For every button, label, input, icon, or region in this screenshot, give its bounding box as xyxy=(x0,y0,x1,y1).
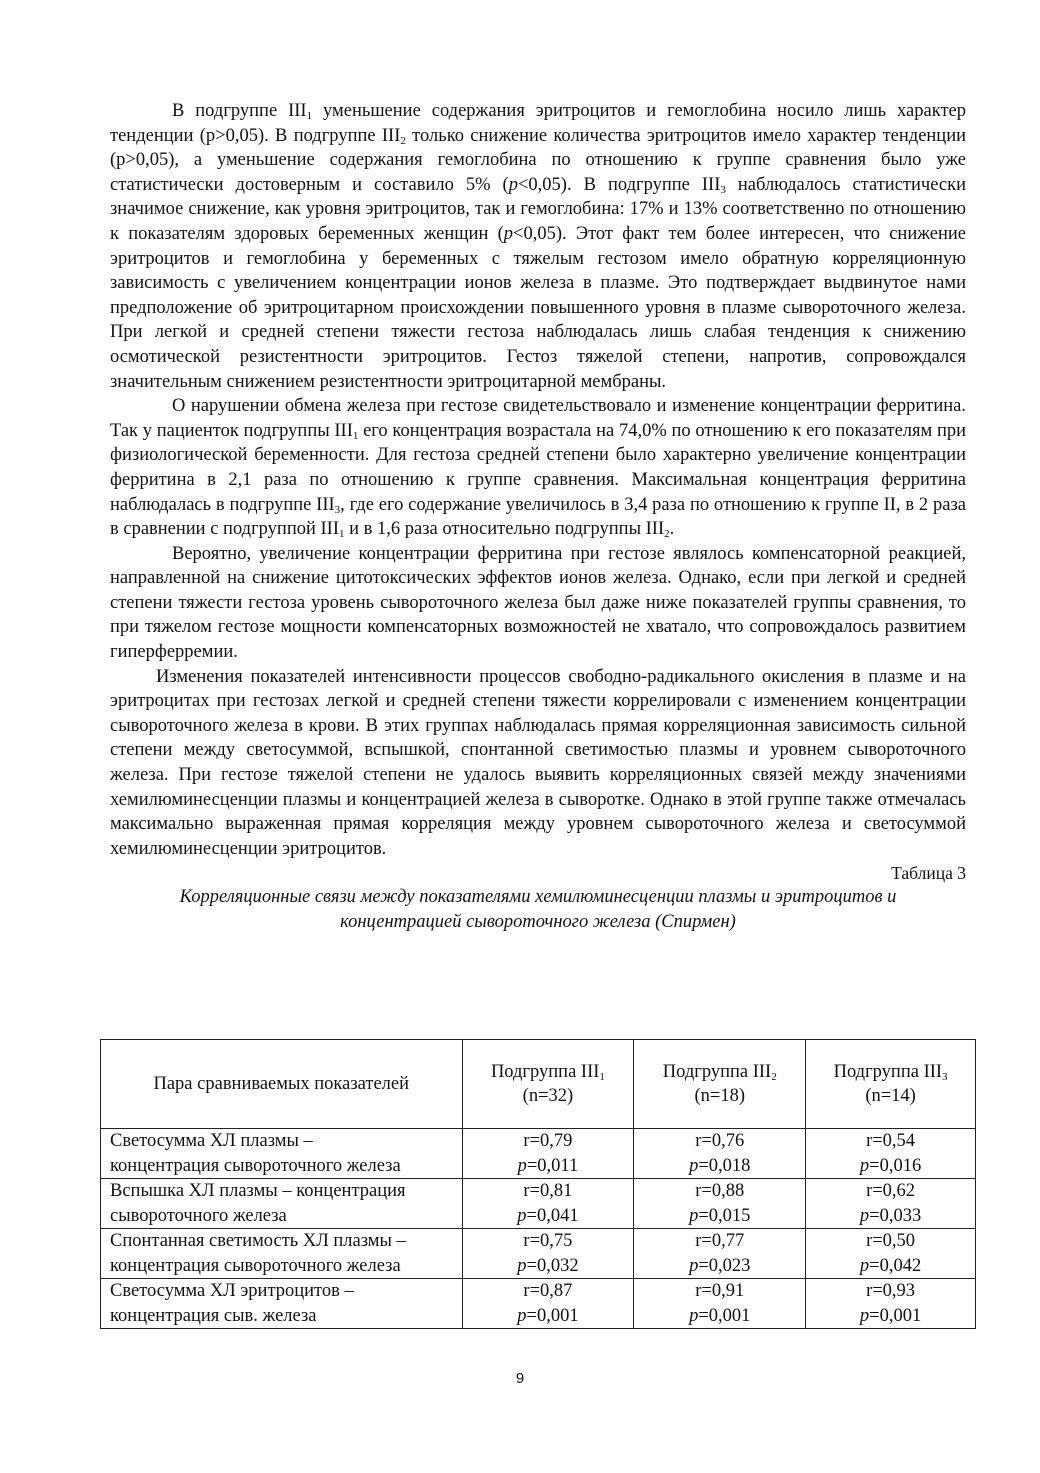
value-cell: r=0,76 p=0,018 xyxy=(634,1129,806,1179)
header-subgroup-2: Подгруппа $III_2$ (n=18) xyxy=(634,1040,806,1129)
table-number: Таблица 3 xyxy=(891,863,966,884)
document-body xyxy=(110,99,966,935)
value-cell: r=0,77 p=0,023 xyxy=(634,1229,806,1279)
paragraph-1: В подгруппе $III_1$ уменьшение содержания эритроцитов и гемоглобина носило лишь характер тенденции (р>0,05). В подгруппе $III_2$ только снижение количества эритроцитов имело характер тенденции (р>0,05), а уменьшение содержания гемоглобина по отношению к группе сравнения было уже статистически достоверным и составило 5% (р<0,05). В подгруппе $III_3$ наблюдалось статистически значимое снижение, как уровня эритроцитов, так и гемоглобина: 17% и 13% соответственно по отношению к показателям здоровых беременных женщин (р<0,05). Этот факт тем более интересен, что снижение эритроцитов и гемоглобина у беременных с тяжелым гестозом имело обратную корреляционную зависимость с увеличением концентрации ионов железа в плазме. Это подтверждает выдвинутое нами предположение об эритроцитарном происхождении повышенного уровня в плазме сывороточного железа. При легкой и средней степени тяжести гестоза наблюдалась лишь слабая тенденция к снижению осмотической резистентности эритроцитов. Гестоз тяжелой степени, напротив, сопровождался значительным снижением резистентности эритроцитарной мембраны. xyxy=(110,101,967,392)
pair-cell: Светосумма ХЛ плазмы – концентрация сывороточного железа xyxy=(101,1129,463,1179)
paragraph-3: Вероятно, увеличение концентрации ферритина при гестозе являлось компенсаторной реакцией, направленной на снижение цитотоксических эффектов ионов железа. Однако, если при легкой и средней степени тяжести гестоза уровень сывороточного железа был даже ниже показателей группы сравнения, то при тяжелом гестозе мощности компенсаторных возможностей не хватало, что сопровождалось развитием гиперферремии. xyxy=(110,543,966,663)
table-row xyxy=(101,1279,976,1329)
pair-cell: Светосумма ХЛ эритроцитов – концентрация сыв. железа xyxy=(101,1279,463,1329)
header-subgroup-3: Подгруппа $III_3$ (n=14) xyxy=(806,1040,976,1129)
paragraph-4: Изменения показателей интенсивности процессов свободно-радикального окисления в плазме и на эритроцитах при гестозах легкой и средней степени тяжести коррелировали с изменением концентрации сывороточного железа в крови. В этих группах наблюдалась прямая корреляционная зависимость сильной степени между светосуммой, вспышкой, спонтанной светимостью плазмы и уровнем сывороточного железа. При гестозе тяжелой степени не удалось выявить корреляционных связей между значениями хемилюминесценции плазмы и концентрацией железа в сыворотке. Однако в этой группе также отмечалась максимально выраженная прямая корреляция между уровнем сывороточного железа и светосуммой хемилюминесценции эритроцитов. xyxy=(110,666,966,859)
table-caption: Корреляционные связи между показателями хемилюминесценции плазмы и эритроцитов и концентрацией сывороточного железа (Спирмен) xyxy=(179,887,897,933)
table-header-row xyxy=(101,1040,976,1129)
header-pair: Пара сравниваемых показателей xyxy=(101,1040,463,1129)
value-cell: r=0,54 p=0,016 xyxy=(806,1129,976,1179)
value-cell: r=0,91 p=0,001 xyxy=(634,1279,806,1329)
value-cell: r=0,93 p=0,001 xyxy=(806,1279,976,1329)
page-number: 9 xyxy=(515,1370,525,1387)
value-cell: r=0,75 p=0,032 xyxy=(462,1229,634,1279)
value-cell: r=0,62 p=0,033 xyxy=(806,1179,976,1229)
table-row xyxy=(101,1129,976,1179)
value-cell: r=0,79 p=0,011 xyxy=(462,1129,634,1179)
header-subgroup-1: Подгруппа $III_1$ (n=32) xyxy=(462,1040,634,1129)
table-row xyxy=(101,1229,976,1279)
value-cell: r=0,81 p=0,041 xyxy=(462,1179,634,1229)
value-cell: r=0,88 p=0,015 xyxy=(634,1179,806,1229)
table-row xyxy=(101,1179,976,1229)
value-cell: r=0,87 p=0,001 xyxy=(462,1279,634,1329)
paragraph-2: О нарушении обмена железа при гестозе свидетельствовало и изменение концентрации ферритина. Так у пациенток подгруппы $III_1$ его концентрация возрастала на 74,0% по отношению к его показателям при физиологической беременности. Для гестоза средней степени было характерно увеличение концентрации ферритина в 2,1 раза по отношению к группе сравнения. Максимальная концентрация ферритина наблюдалась в подгруппе $III_3$, где его содержание увеличилось в 3,4 раза по отношению к группе II, в 2 раза в сравнении с подгруппой $III_1$ и в 1,6 раза относительно подгруппы $III_2$. xyxy=(110,396,966,541)
pair-cell: Спонтанная светимость ХЛ плазмы – концентрация сывороточного железа xyxy=(101,1229,463,1279)
value-cell: r=0,50 p=0,042 xyxy=(806,1229,976,1279)
pair-cell: Вспышка ХЛ плазмы – концентрация сывороточного железа xyxy=(101,1179,463,1229)
correlation-table xyxy=(100,1039,976,1329)
